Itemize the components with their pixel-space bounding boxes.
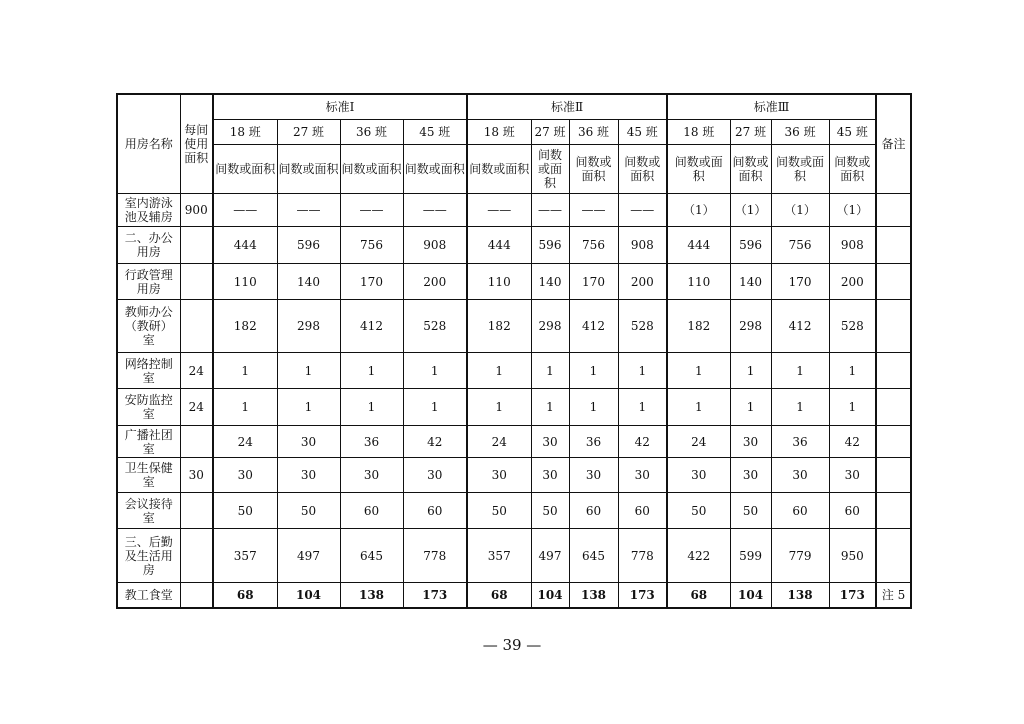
class-label: 45 班 — [618, 119, 667, 144]
value-cell: 497 — [531, 529, 569, 583]
value-cell: 1 — [569, 389, 618, 425]
table-row — [117, 425, 911, 457]
value-cell: 645 — [340, 529, 403, 583]
table-row — [117, 492, 911, 528]
room-name: 行政管理用房 — [117, 263, 180, 299]
value-cell: 140 — [277, 263, 340, 299]
unit-area: 900 — [180, 193, 213, 226]
header-room-name: 用房名称 — [117, 94, 180, 193]
value-cell: 138 — [340, 583, 403, 608]
unit-label: 间数或面积 — [618, 145, 667, 194]
value-cell: 1 — [340, 389, 403, 425]
unit-area — [180, 300, 213, 353]
unit-label: 间数或面积 — [403, 145, 467, 194]
table-row — [117, 300, 911, 353]
value-cell: 200 — [829, 263, 876, 299]
unit-label: 间数或面积 — [213, 145, 277, 194]
value-cell: 596 — [531, 227, 569, 263]
table-row — [117, 227, 911, 263]
value-cell: 68 — [213, 583, 277, 608]
unit-label: 间数或面积 — [667, 145, 730, 194]
value-cell: 1 — [467, 352, 531, 388]
value-cell: 1 — [277, 389, 340, 425]
room-name: 卫生保健室 — [117, 458, 180, 492]
value-cell: 412 — [569, 300, 618, 353]
value-cell: 1 — [667, 389, 730, 425]
unit-area: 30 — [180, 458, 213, 492]
value-cell: 422 — [667, 529, 730, 583]
value-cell: 357 — [467, 529, 531, 583]
value-cell: 182 — [667, 300, 730, 353]
value-cell: 170 — [340, 263, 403, 299]
remark-cell — [876, 263, 911, 299]
value-cell: 497 — [277, 529, 340, 583]
header-unit-area: 每间使用面积 — [180, 94, 213, 193]
value-cell: （1） — [829, 193, 876, 226]
value-cell: 298 — [531, 300, 569, 353]
value-cell: （1） — [771, 193, 829, 226]
unit-label: 间数或面积 — [340, 145, 403, 194]
value-cell: 104 — [277, 583, 340, 608]
value-cell: 30 — [771, 458, 829, 492]
value-cell: 30 — [829, 458, 876, 492]
unit-area — [180, 425, 213, 457]
value-cell: 24 — [213, 425, 277, 457]
value-cell: 298 — [730, 300, 771, 353]
value-cell: 200 — [618, 263, 667, 299]
value-cell: 30 — [213, 458, 277, 492]
value-cell: 1 — [829, 352, 876, 388]
room-name: 会议接待室 — [117, 492, 180, 528]
class-label: 36 班 — [771, 119, 829, 144]
value-cell: 645 — [569, 529, 618, 583]
unit-label: 间数或面积 — [467, 145, 531, 194]
value-cell: 68 — [667, 583, 730, 608]
value-cell: 170 — [569, 263, 618, 299]
value-cell: 173 — [618, 583, 667, 608]
room-name: 三、后勤及生活用房 — [117, 529, 180, 583]
value-cell: 50 — [277, 492, 340, 528]
header-row-classes — [117, 119, 911, 144]
value-cell: 1 — [569, 352, 618, 388]
table-row — [117, 193, 911, 226]
unit-label: 间数或面积 — [569, 145, 618, 194]
value-cell: 30 — [277, 458, 340, 492]
class-label: 27 班 — [277, 119, 340, 144]
room-name: 室内游泳池及辅房 — [117, 193, 180, 226]
unit-label: 间数或面积 — [277, 145, 340, 194]
value-cell: 1 — [277, 352, 340, 388]
value-cell: —— — [531, 193, 569, 226]
remark-cell — [876, 492, 911, 528]
class-label: 18 班 — [467, 119, 531, 144]
unit-area — [180, 529, 213, 583]
value-cell: 68 — [467, 583, 531, 608]
value-cell: 173 — [829, 583, 876, 608]
value-cell: （1） — [667, 193, 730, 226]
page-number: — 39 — — [482, 636, 542, 654]
room-name: 安防监控室 — [117, 389, 180, 425]
value-cell: 1 — [771, 389, 829, 425]
value-cell: 140 — [730, 263, 771, 299]
value-cell: 30 — [531, 458, 569, 492]
value-cell: 30 — [618, 458, 667, 492]
value-cell: 444 — [467, 227, 531, 263]
value-cell: 110 — [667, 263, 730, 299]
value-cell: 170 — [771, 263, 829, 299]
remark-cell — [876, 529, 911, 583]
value-cell: 182 — [467, 300, 531, 353]
value-cell: 412 — [340, 300, 403, 353]
value-cell: 778 — [618, 529, 667, 583]
header-standard-2: 标准Ⅱ — [467, 94, 667, 119]
value-cell: 182 — [213, 300, 277, 353]
value-cell: 200 — [403, 263, 467, 299]
value-cell: 60 — [618, 492, 667, 528]
table-row — [117, 263, 911, 299]
value-cell: （1） — [730, 193, 771, 226]
room-name: 教工食堂 — [117, 583, 180, 608]
unit-area: 24 — [180, 352, 213, 388]
value-cell: 1 — [618, 389, 667, 425]
value-cell: 1 — [730, 389, 771, 425]
value-cell: 50 — [531, 492, 569, 528]
value-cell: 42 — [829, 425, 876, 457]
remark-cell — [876, 425, 911, 457]
unit-label: 间数或面积 — [771, 145, 829, 194]
value-cell: —— — [213, 193, 277, 226]
value-cell: —— — [277, 193, 340, 226]
value-cell: 1 — [667, 352, 730, 388]
remark-cell — [876, 389, 911, 425]
unit-label: 间数或面积 — [531, 145, 569, 194]
value-cell: 412 — [771, 300, 829, 353]
value-cell: 24 — [667, 425, 730, 457]
value-cell: 908 — [618, 227, 667, 263]
unit-area — [180, 583, 213, 608]
value-cell: 1 — [403, 352, 467, 388]
value-cell: 1 — [403, 389, 467, 425]
remark-cell: 注 5 — [876, 583, 911, 608]
class-label: 36 班 — [569, 119, 618, 144]
value-cell: 1 — [213, 389, 277, 425]
value-cell: 596 — [730, 227, 771, 263]
value-cell: —— — [569, 193, 618, 226]
remark-cell — [876, 300, 911, 353]
header-row-standards — [117, 94, 911, 119]
value-cell: 1 — [730, 352, 771, 388]
value-cell: 1 — [771, 352, 829, 388]
class-label: 45 班 — [403, 119, 467, 144]
unit-area — [180, 492, 213, 528]
room-name: 教师办公（教研）室 — [117, 300, 180, 353]
value-cell: 1 — [618, 352, 667, 388]
value-cell: —— — [340, 193, 403, 226]
value-cell: —— — [467, 193, 531, 226]
value-cell: 30 — [467, 458, 531, 492]
remark-cell — [876, 352, 911, 388]
value-cell: 528 — [403, 300, 467, 353]
class-label: 36 班 — [340, 119, 403, 144]
class-label: 45 班 — [829, 119, 876, 144]
value-cell: 36 — [569, 425, 618, 457]
unit-area — [180, 263, 213, 299]
unit-area — [180, 227, 213, 263]
value-cell: 298 — [277, 300, 340, 353]
remark-cell — [876, 458, 911, 492]
value-cell: 24 — [467, 425, 531, 457]
value-cell: 36 — [340, 425, 403, 457]
table-row — [117, 352, 911, 388]
value-cell: 110 — [467, 263, 531, 299]
value-cell: 30 — [730, 458, 771, 492]
value-cell: 36 — [771, 425, 829, 457]
table-row — [117, 389, 911, 425]
value-cell: 30 — [340, 458, 403, 492]
value-cell: 1 — [467, 389, 531, 425]
value-cell: 528 — [618, 300, 667, 353]
class-label: 27 班 — [531, 119, 569, 144]
value-cell: 1 — [531, 352, 569, 388]
table-row — [117, 458, 911, 492]
header-row-units — [117, 145, 911, 194]
value-cell: 60 — [771, 492, 829, 528]
value-cell: 104 — [730, 583, 771, 608]
value-cell: 138 — [569, 583, 618, 608]
remark-cell — [876, 227, 911, 263]
value-cell: 42 — [618, 425, 667, 457]
value-cell: 138 — [771, 583, 829, 608]
class-label: 18 班 — [213, 119, 277, 144]
value-cell: 528 — [829, 300, 876, 353]
unit-area: 24 — [180, 389, 213, 425]
value-cell: 173 — [403, 583, 467, 608]
remark-cell — [876, 193, 911, 226]
value-cell: 756 — [569, 227, 618, 263]
value-cell: 778 — [403, 529, 467, 583]
value-cell: 950 — [829, 529, 876, 583]
value-cell: 50 — [667, 492, 730, 528]
value-cell: 50 — [213, 492, 277, 528]
value-cell: 908 — [403, 227, 467, 263]
value-cell: 756 — [340, 227, 403, 263]
room-name: 二、办公用房 — [117, 227, 180, 263]
value-cell: 30 — [277, 425, 340, 457]
value-cell: 50 — [467, 492, 531, 528]
unit-label: 间数或面积 — [730, 145, 771, 194]
table-row — [117, 583, 911, 608]
header-standard-3: 标准Ⅲ — [667, 94, 876, 119]
value-cell: 357 — [213, 529, 277, 583]
value-cell: 60 — [403, 492, 467, 528]
value-cell: 50 — [730, 492, 771, 528]
value-cell: 444 — [213, 227, 277, 263]
table-row — [117, 529, 911, 583]
header-standard-1: 标准Ⅰ — [213, 94, 467, 119]
room-name: 广播社团室 — [117, 425, 180, 457]
header-remark: 备注 — [876, 94, 911, 193]
room-standards-table — [116, 93, 912, 609]
value-cell: 1 — [829, 389, 876, 425]
value-cell: 596 — [277, 227, 340, 263]
value-cell: 30 — [730, 425, 771, 457]
value-cell: 30 — [403, 458, 467, 492]
class-label: 18 班 — [667, 119, 730, 144]
value-cell: 60 — [569, 492, 618, 528]
value-cell: 30 — [531, 425, 569, 457]
value-cell: 444 — [667, 227, 730, 263]
value-cell: 30 — [667, 458, 730, 492]
value-cell: —— — [618, 193, 667, 226]
value-cell: —— — [403, 193, 467, 226]
value-cell: 908 — [829, 227, 876, 263]
value-cell: 110 — [213, 263, 277, 299]
value-cell: 756 — [771, 227, 829, 263]
value-cell: 140 — [531, 263, 569, 299]
value-cell: 779 — [771, 529, 829, 583]
value-cell: 30 — [569, 458, 618, 492]
value-cell: 1 — [531, 389, 569, 425]
value-cell: 42 — [403, 425, 467, 457]
value-cell: 599 — [730, 529, 771, 583]
value-cell: 60 — [829, 492, 876, 528]
value-cell: 104 — [531, 583, 569, 608]
room-name: 网络控制室 — [117, 352, 180, 388]
value-cell: 1 — [340, 352, 403, 388]
class-label: 27 班 — [730, 119, 771, 144]
unit-label: 间数或面积 — [829, 145, 876, 194]
value-cell: 60 — [340, 492, 403, 528]
value-cell: 1 — [213, 352, 277, 388]
